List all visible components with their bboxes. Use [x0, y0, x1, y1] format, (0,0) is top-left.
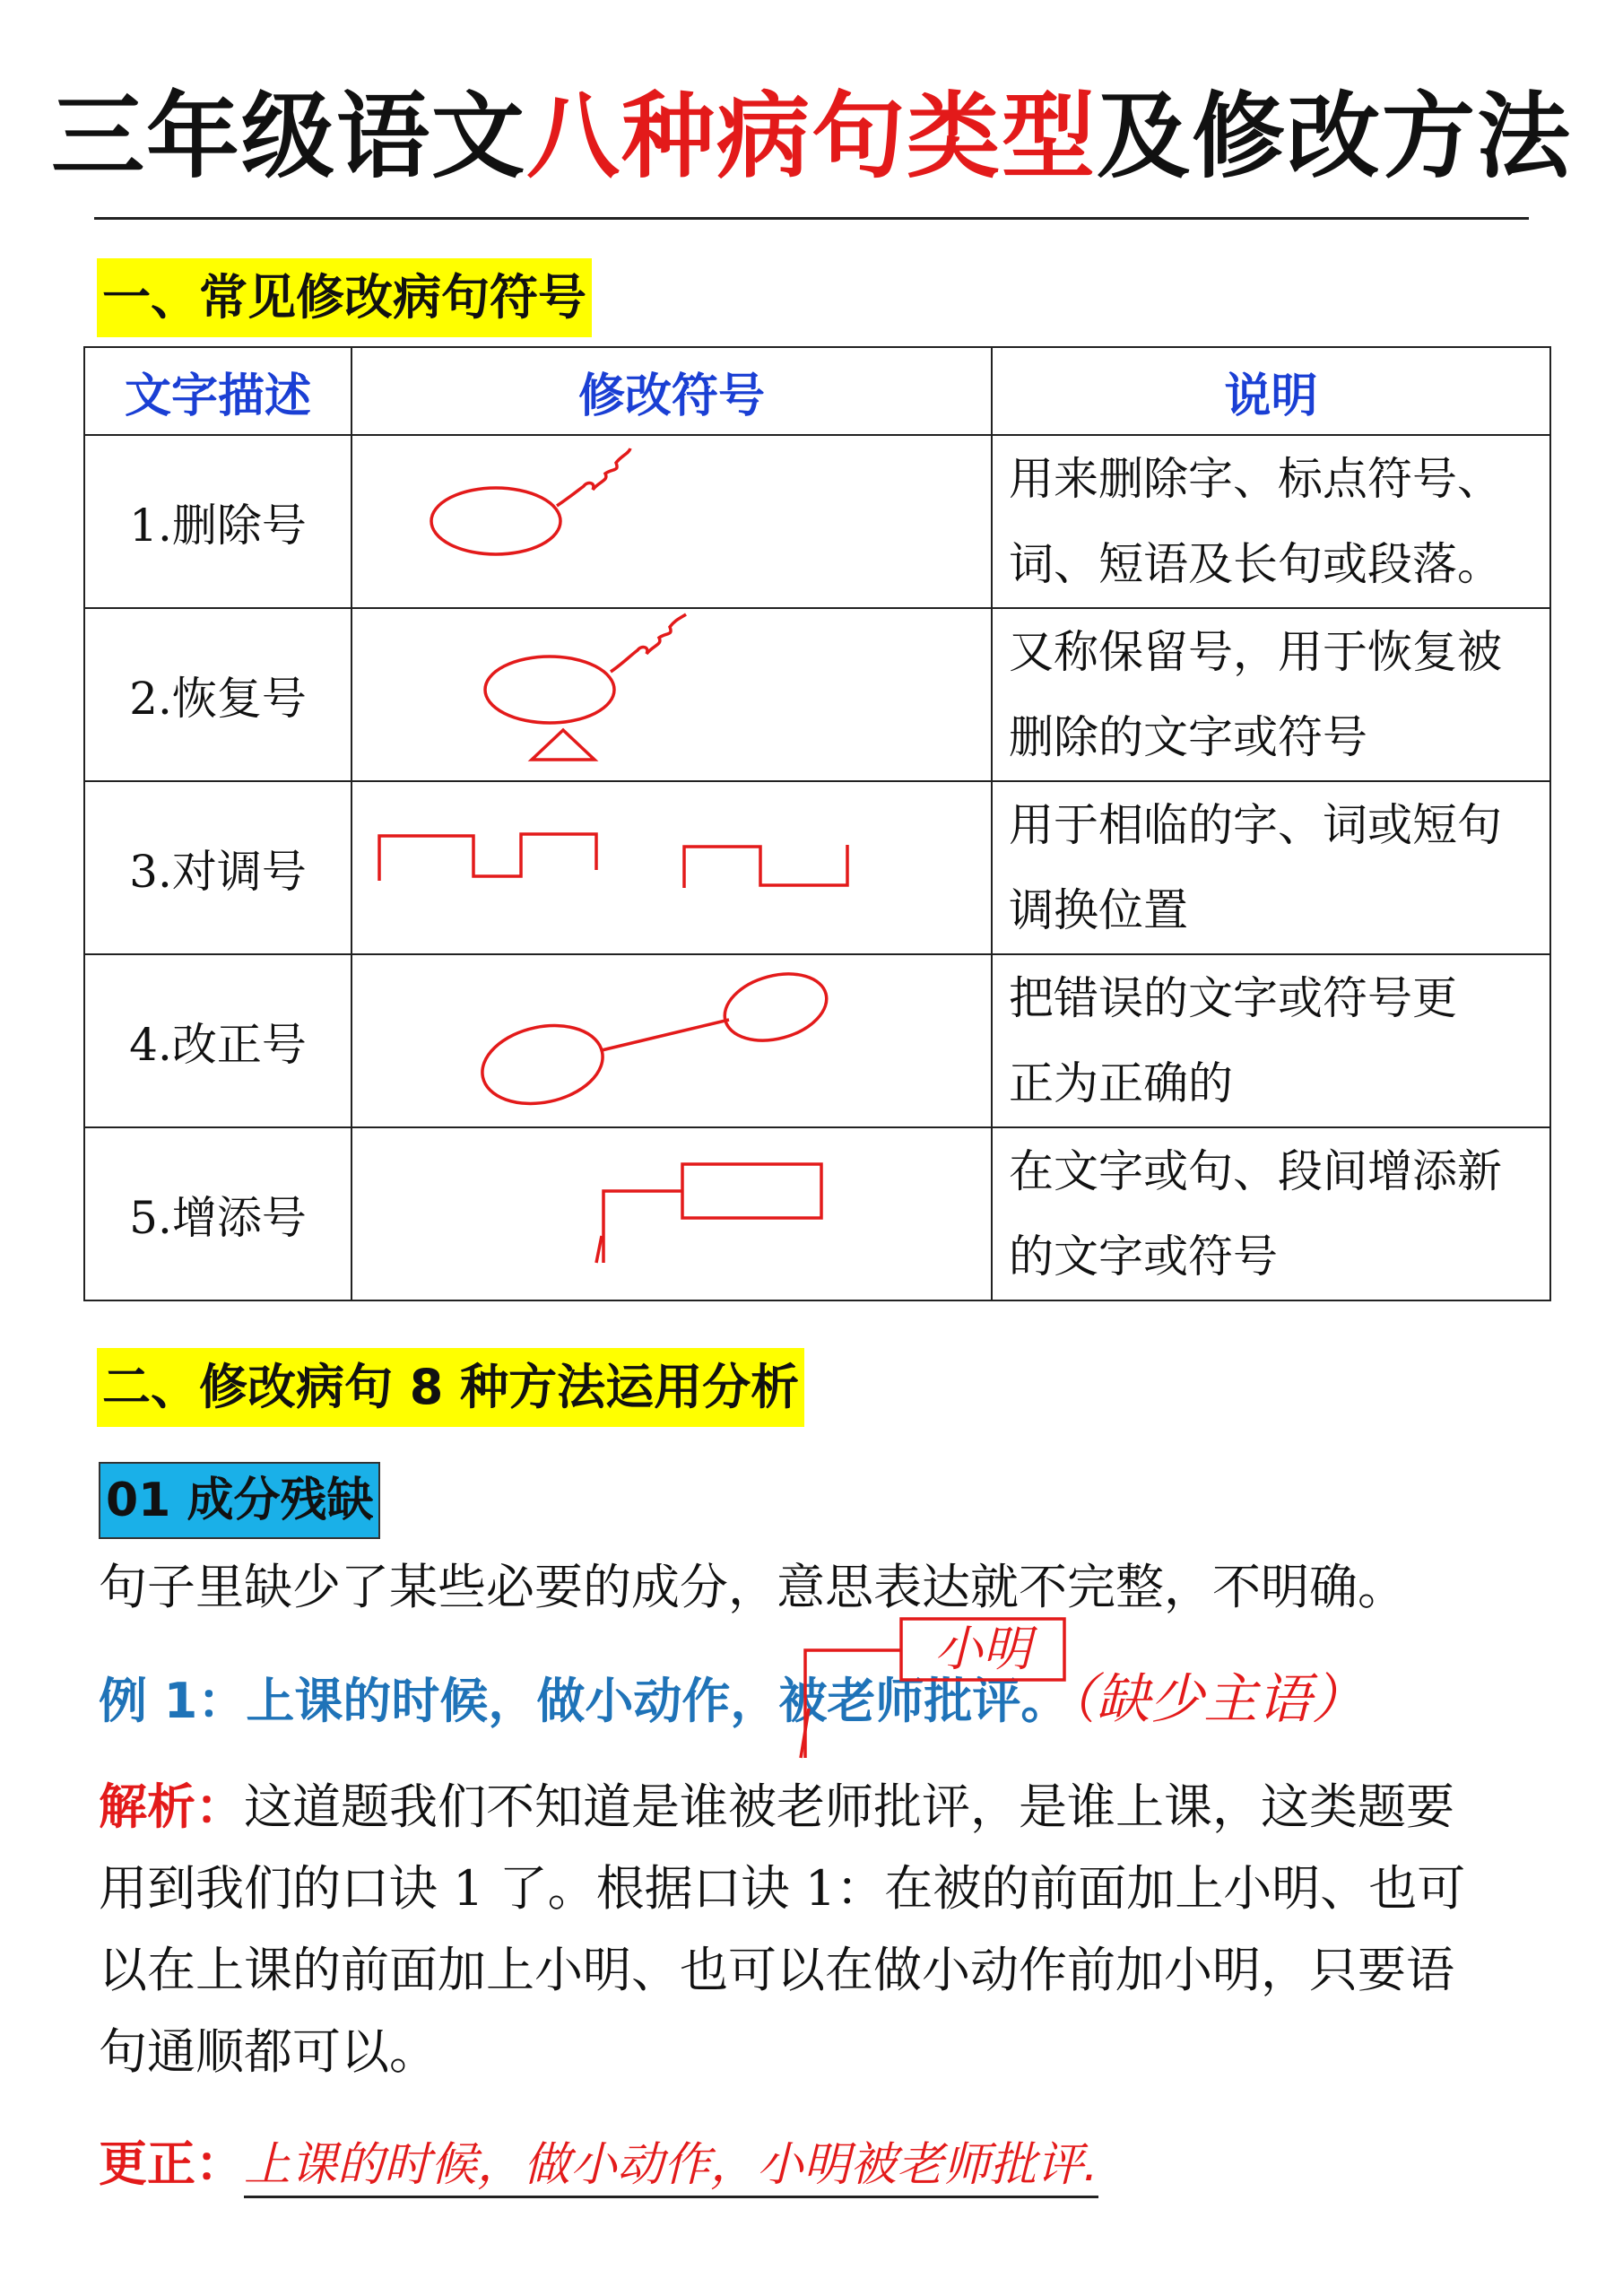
example-label: 例 1： — [99, 1673, 247, 1729]
row-desc: 用来删除字、标点符号、 词、短语及长句或段落。 — [992, 435, 1550, 608]
analysis-line-2: 用到我们的口诀 1 了。根据口诀 1：在被的前面加上小明、也可 — [99, 1860, 1466, 1917]
row-name: 1.删除号 — [84, 435, 352, 608]
row-desc: 把错误的文字或符号更 正为正确的 — [992, 954, 1550, 1127]
header-explanation: 说明 — [992, 347, 1550, 435]
row-name: 5.增添号 — [84, 1127, 352, 1300]
row-desc: 在文字或句、段间增添新 的文字或符号 — [992, 1127, 1550, 1300]
correction-text: 上课的时候，做小动作，小明被老师批评. — [244, 2138, 1098, 2198]
missing-subject-note: （缺少主语） — [1069, 1668, 1366, 1731]
analysis-line-1: 解析：这道题我们不知道是谁被老师批评，是谁上课，这类题要 — [99, 1779, 1454, 1835]
section2-heading: 二、修改病句 8 种方法运用分析 — [97, 1348, 804, 1427]
row-name: 3.对调号 — [84, 781, 352, 954]
title-part3: 及修改方法 — [1097, 82, 1573, 191]
header-symbol: 修改符号 — [352, 347, 992, 435]
row-name: 4.改正号 — [84, 954, 352, 1127]
section1-heading: 一、常见修改病句符号 — [97, 258, 592, 337]
example-text: 上课的时候，做小动作，被老师批评。 — [246, 1673, 1070, 1729]
row-desc: 用于相临的字、词或短句 调换位置 — [992, 781, 1550, 954]
analysis-label: 解析： — [99, 1779, 244, 1835]
correction-line — [99, 2121, 1098, 2208]
row-name: 2.恢复号 — [84, 608, 352, 781]
analysis-line-3: 以在上课的前面加上小明、也可以在做小动作前加小明，只要语 — [99, 1942, 1454, 1998]
analysis-line-4: 句通顺都可以。 — [99, 2023, 438, 2080]
title-part1: 三年级语文 — [50, 82, 526, 191]
inserted-word: 小明 — [934, 1621, 1031, 1677]
header-description: 文字描述 — [84, 347, 352, 435]
row-desc: 又称保留号，用于恢复被 删除的文字或符号 — [992, 608, 1550, 781]
title-part2: 八种病句类型 — [525, 82, 1097, 191]
item01-heading: 01 成分残缺 — [99, 1462, 380, 1539]
item01-definition: 句子里缺少了某些必要的成分，意思表达就不完整，不明确。 — [99, 1559, 1406, 1615]
correction-label: 更正： — [99, 2135, 244, 2192]
